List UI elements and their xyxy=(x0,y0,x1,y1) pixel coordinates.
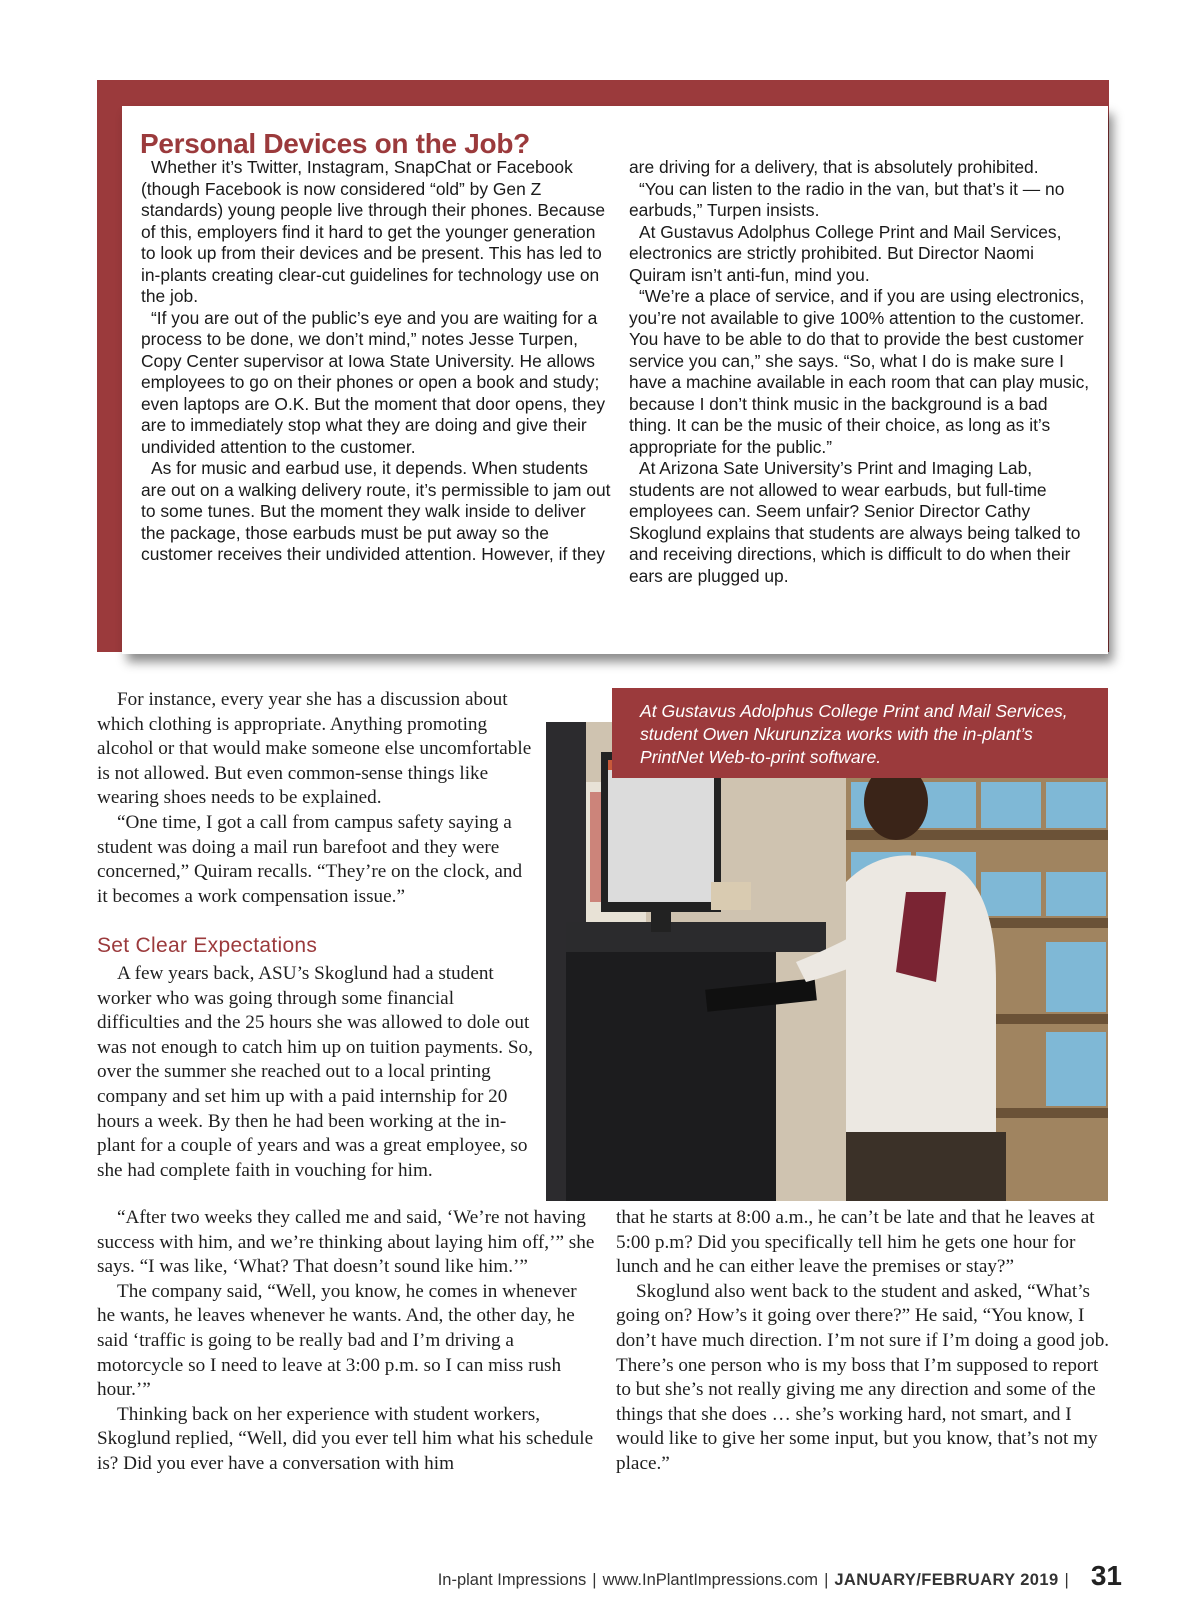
page-footer xyxy=(438,1560,1122,1592)
section-subheading: Set Clear Expectations xyxy=(97,934,318,957)
sidebar-left-column xyxy=(141,157,611,566)
sidebar-paragraph: “You can listen to the radio in the van, but that’s it — no earbuds,” Turpen insists. xyxy=(629,178,1065,220)
sidebar-paragraph: At Arizona Sate University’s Print and Imaging Lab, students are not allowed to wear earbuds, but full-time employees can. Seem unfair? Senior Director Cathy Skoglund explains that students are always being talked to and receiving directions, which is difficult to do when their ears are plugged up. xyxy=(629,458,1081,586)
sidebar-paragraph: As for music and earbud use, it depends. When students are out on a walking delivery route, it’s permissible to jam out to some tunes. But the moment they walk inside to deliver the package, those earbuds must be put away so the customer receives their undivided attention. However, if they xyxy=(141,458,611,564)
footer-separator: | xyxy=(824,1571,829,1589)
article-paragraph: A few years back, ASU’s Skoglund had a student worker who was going through some financial difficulties and the 25 hours she was allowed to dole out was not enough to catch him up on tuition payments. So, over the summer she reached out to a local printing company and set him up with a paid internship for 20 hours a week. By then he had been working at the in-plant for a couple of years and was a great employee, so she had complete faith in vouching for him. xyxy=(97,963,533,1181)
publication-name: In-plant Impressions xyxy=(437,1571,587,1589)
photo-illustration xyxy=(546,722,1108,1201)
issue-date: JANUARY/FEBRUARY 2019 xyxy=(834,1571,1059,1589)
article-paragraph: For instance, every year she has a discussion about which clothing is appropriate. Anything promoting alcohol or that would make someone else uncomfortable is not allowed. But even common-sense things like wearing shoes needs to be explained. xyxy=(97,689,532,809)
sidebar-paragraph: are driving for a delivery, that is absolutely prohibited. xyxy=(629,157,1039,177)
sidebar-title: Personal Devices on the Job? xyxy=(140,128,530,159)
page-number: 31 xyxy=(1090,1560,1122,1591)
article-photo xyxy=(546,722,1108,1201)
article-paragraph: Thinking back on her experience with student workers, Skoglund replied, “Well, did you ever tell him what his schedule is? Did you ever have a conversation with him xyxy=(97,1403,594,1474)
article-right-column xyxy=(616,1206,1116,1477)
publication-website: www.InPlantImpressions.com xyxy=(602,1571,819,1589)
sidebar-paragraph: Whether it’s Twitter, Instagram, SnapChat or Facebook (though Facebook is now considered “old” by Gen Z standards) young people live through their phones. Because of this, employers find it hard to get the younger generation to look up from their devices and be present. This has led to in-plants creating clear-cut guidelines for technology use on the job. xyxy=(141,157,606,306)
article-paragraph: Skoglund also went back to the student and asked, “What’s going on? How’s it going over there?” He said, “You know, I don’t have much direction. I’m not sure if I’m doing a good job. There’s one person who is my boss that I’m supposed to report to but she’s not really giving me any direction and some of the things that she does … she’s working hard, not smart, and I would like to give her some input, but you know, that’s not my place.” xyxy=(616,1280,1110,1474)
photo-caption: At Gustavus Adolphus College Print and Mail Services, student Owen Nkurunziza works with the in-plant’s PrintNet Web-to-print software. xyxy=(640,701,1068,767)
sidebar-right-column xyxy=(629,157,1093,587)
article-paragraph: “After two weeks they called me and said, ‘We’re not having success with him, and we’re thinking about laying him off,’” she says. “I was like, ‘What? That doesn’t sound like him.’” xyxy=(97,1207,595,1278)
footer-separator: | xyxy=(592,1571,597,1589)
article-paragraph: “One time, I got a call from campus safety saying a student was doing a mail run barefoot and they were concerned,” Quiram recalls. “They’re on the clock, and it becomes a work compensation issue.” xyxy=(97,811,523,907)
article-left-column-top xyxy=(97,688,537,909)
article-left-column-bottom xyxy=(97,1206,597,1477)
article-paragraph: that he starts at 8:00 a.m., he can’t be late and that he leaves at 5:00 p.m? Did you specifically tell him he gets one hour for lunch and he can either leave the premises or stay?” xyxy=(616,1207,1095,1278)
sidebar-paragraph: “If you are out of the public’s eye and you are waiting for a process to be done, we don’t mind,” notes Jesse Turpen, Copy Center supervisor at Iowa State University. He allows employees to go on their phones or open a book and study; even laptops are O.K. But the moment that door opens, they are to immediately stop what they are doing and give their undivided attention to the customer. xyxy=(141,307,606,457)
sidebar-paragraph: “We’re a place of service, and if you are using electronics, you’re not available to give 100% attention to the customer. You have to be able to do that to provide the best customer service you can,” she says. “So, what I do is make sure I have a machine available in each room that can play music, because I don’t think music in the background is a bad thing. It can be the music of their choice, as long as it’s appropriate for the public.” xyxy=(629,286,1090,457)
footer-separator: | xyxy=(1064,1571,1069,1589)
article-left-column-middle xyxy=(97,962,537,1183)
sidebar-paragraph: At Gustavus Adolphus College Print and Mail Services, electronics are strictly prohibited. But Director Naomi Quiram isn’t anti-fun, mind you. xyxy=(629,221,1062,285)
article-paragraph: The company said, “Well, you know, he comes in whenever he wants, he leaves whenever he wants. And, the other day, he said ‘traffic is going to be really bad and I’m driving a motorcycle so I need to leave at 3:00 p.m. so I can miss rush hour.’” xyxy=(97,1280,577,1401)
